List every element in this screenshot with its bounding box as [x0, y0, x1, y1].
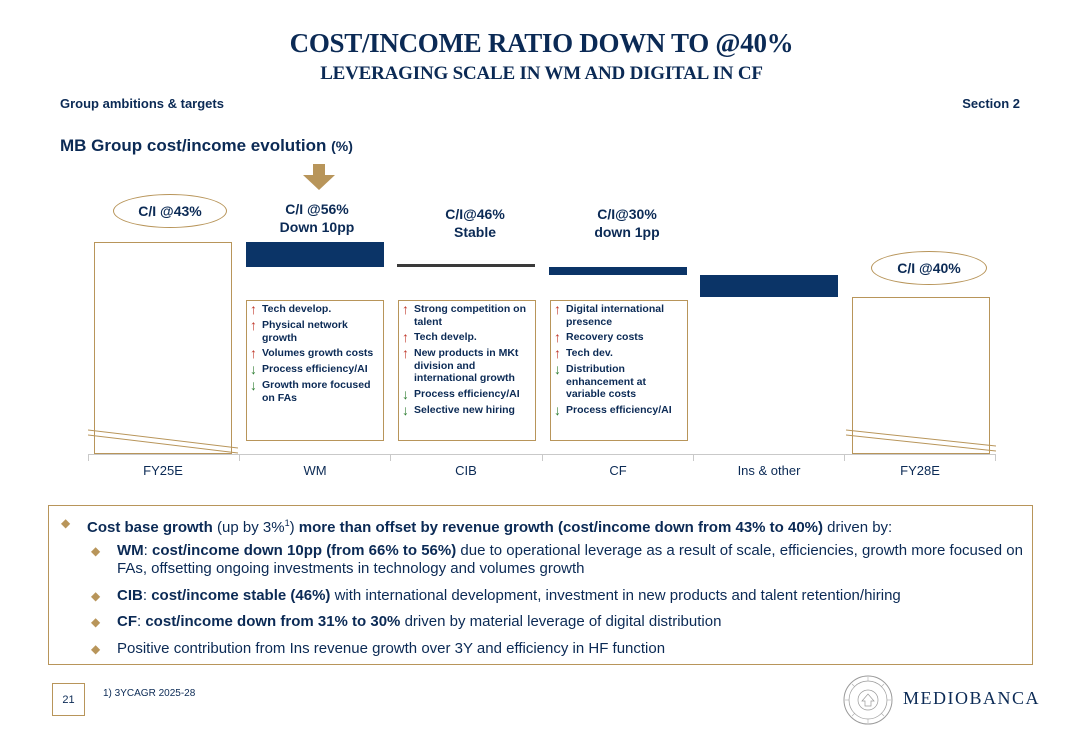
down-arrow-icon: ↓ — [554, 401, 561, 418]
start-ci-label: C/I @43% — [138, 203, 202, 219]
x-axis-tick — [995, 454, 996, 461]
section-label-left: Group ambitions & targets — [60, 96, 224, 111]
wm-driver-text: Volumes growth costs — [262, 347, 374, 359]
wm-drivers-box — [246, 300, 384, 441]
x-axis-label-cib: CIB — [455, 463, 477, 478]
cf-driver-row — [554, 331, 684, 344]
diamond-bullet-icon: ◆ — [91, 615, 101, 629]
wm-driver-row — [250, 379, 380, 404]
bullet-bold: cost/income down 10pp (from 66% to 56%) — [152, 542, 457, 559]
summary-bullet-cf — [91, 613, 1027, 631]
down-arrow-icon: ↓ — [402, 385, 409, 402]
cib-ci-label — [400, 205, 550, 241]
up-arrow-icon: ↑ — [250, 317, 257, 333]
x-axis-label-cf: CF — [609, 463, 627, 478]
diamond-bullet-icon: ◆ — [91, 642, 101, 656]
wm-driver-row — [250, 319, 380, 344]
cib-ci-line2: Stable — [453, 224, 496, 240]
x-axis-tick — [239, 454, 240, 461]
page-subtitle: LEVERAGING SCALE IN WM AND DIGITAL IN CF — [320, 63, 763, 84]
x-axis-label-wm: WM — [303, 463, 327, 478]
cf-bar — [549, 267, 687, 275]
bullet-bold: CF — [117, 613, 137, 630]
cf-driver-text: Digital international presence — [566, 303, 665, 328]
wm-bar — [246, 242, 384, 267]
wm-driver-text: Process efficiency/AI — [262, 363, 368, 375]
start-ci-oval — [113, 194, 227, 228]
diamond-bullet-icon: ◆ — [61, 516, 71, 530]
brand-wordmark: MEDIOBANCA — [903, 688, 1041, 708]
down-arrow-icon: ↓ — [402, 401, 409, 418]
up-arrow-icon: ↑ — [250, 345, 257, 361]
up-arrow-icon: ↑ — [554, 345, 561, 361]
bullet-text: with international development, investment in new products and talent retention/hiring — [330, 587, 901, 604]
wm-ci-line2: Down 10pp — [279, 219, 355, 235]
wm-driver-row — [250, 347, 380, 360]
wm-ci-line1: C/I @56% — [285, 201, 349, 217]
page-number: 21 — [52, 683, 85, 716]
bullet-bold: CIB — [117, 587, 143, 604]
up-arrow-icon: ↑ — [250, 301, 257, 317]
end-ci-label: C/I @40% — [897, 260, 961, 276]
bullet-text: driven by: — [823, 519, 893, 536]
section-label-right: Section 2 — [962, 96, 1020, 111]
bullet-text: Positive contribution from Ins revenue growth over 3Y and efficiency in HF function — [117, 640, 666, 657]
x-axis-tick — [693, 454, 694, 461]
cf-driver-text: Tech dev. — [566, 347, 613, 359]
x-axis-tick — [844, 454, 845, 461]
up-arrow-icon: ↑ — [402, 329, 409, 345]
cf-driver-text: Process efficiency/AI — [566, 403, 672, 416]
up-arrow-icon: ↑ — [554, 329, 561, 345]
x-axis-tick — [390, 454, 391, 461]
highlight-down-arrow-icon — [303, 164, 335, 190]
bullet-text: : — [142, 587, 152, 604]
up-arrow-icon: ↑ — [554, 301, 561, 317]
chart-title-text: MB Group cost/income evolution — [60, 136, 327, 155]
cib-driver-text: New products in MKt division and international growth — [414, 347, 519, 384]
ins-other-bar — [700, 275, 838, 297]
cf-ci-label — [552, 205, 702, 241]
cf-driver-text: Recovery costs — [566, 331, 644, 343]
cf-ci-line2: down 1pp — [594, 224, 660, 240]
bullet-bold: Cost base growth — [87, 519, 213, 536]
x-axis-label-ins-other: Ins & other — [737, 463, 801, 478]
x-axis-label-fy28e: FY28E — [900, 463, 940, 478]
wm-ci-label — [248, 200, 386, 236]
cf-driver-row — [554, 401, 684, 418]
summary-bullet-wm — [91, 542, 1027, 578]
cf-driver-row — [554, 363, 684, 401]
cib-ci-line1: C/I@46% — [445, 206, 505, 222]
bullet-text: due to operational leverage as a result of scale, efficiencies, growth more focused on FAs, offsetting ongoing investments in technology and volumes growth — [117, 542, 1023, 577]
fy25e-bar — [94, 242, 232, 454]
end-ci-oval — [871, 251, 987, 285]
bullet-text: driven by material leverage of digital distribution — [400, 613, 722, 630]
cib-bar — [397, 264, 535, 267]
cib-driver-text: Tech develp. — [414, 331, 477, 343]
cib-driver-row — [402, 331, 532, 344]
fy25e-axis-break — [88, 424, 238, 454]
bullet-bold: WM — [117, 542, 144, 559]
chart-title-unit: (%) — [331, 138, 353, 154]
up-arrow-icon: ↑ — [402, 345, 409, 361]
bullet-text: ) — [289, 519, 299, 536]
cib-driver-row — [402, 347, 532, 385]
bullet-text: : — [143, 542, 152, 559]
chart-title — [60, 136, 353, 156]
cib-driver-text: Strong competition on talent — [414, 303, 526, 328]
bullet-bold: cost/income down from 31% to 30% — [145, 613, 401, 630]
down-arrow-icon: ↓ — [250, 377, 257, 393]
cib-driver-text: Selective new hiring — [414, 403, 515, 416]
cib-drivers-box — [398, 300, 536, 441]
bullet-bold: more than offset by revenue growth (cost/income down from 43% to 40%) — [298, 519, 824, 536]
fy28e-axis-break — [846, 424, 996, 454]
wm-driver-row — [250, 363, 380, 376]
down-arrow-icon: ↓ — [554, 361, 561, 377]
cf-driver-text: Distribution enhancement at variable costs — [566, 363, 646, 400]
x-axis-label-fy25e: FY25E — [143, 463, 183, 478]
bullet-text: (up by 3% — [212, 519, 285, 536]
x-axis-tick — [88, 454, 89, 461]
cib-driver-text: Process efficiency/AI — [414, 387, 520, 400]
cf-driver-row — [554, 347, 684, 360]
cf-driver-row — [554, 303, 684, 328]
diamond-bullet-icon: ◆ — [91, 589, 101, 603]
cib-driver-row — [402, 385, 532, 402]
summary-bullet-main — [61, 514, 1007, 537]
wm-driver-text: Tech develop. — [262, 303, 332, 315]
diamond-bullet-icon: ◆ — [91, 544, 101, 558]
summary-bullet-ins — [91, 640, 1027, 658]
cf-ci-line1: C/I@30% — [597, 206, 657, 222]
summary-bullet-cib — [91, 587, 1027, 605]
up-arrow-icon: ↑ — [402, 301, 409, 317]
down-arrow-icon: ↓ — [250, 361, 257, 377]
bullet-text: : — [137, 613, 146, 630]
mediobanca-seal-icon — [842, 674, 894, 726]
footnote-ref: 1 — [284, 518, 290, 528]
footnote: 1) 3YCAGR 2025-28 — [103, 688, 196, 699]
page-title: COST/INCOME RATIO DOWN TO @40% — [289, 28, 794, 58]
cib-driver-row — [402, 303, 532, 328]
wm-driver-row — [250, 303, 380, 316]
cib-driver-row — [402, 401, 532, 418]
x-axis-tick — [542, 454, 543, 461]
bullet-bold: cost/income stable (46%) — [151, 587, 331, 604]
wm-driver-text: Physical network growth — [262, 319, 348, 344]
wm-driver-text: Growth more focused on FAs — [262, 379, 371, 404]
cf-drivers-box — [550, 300, 688, 441]
